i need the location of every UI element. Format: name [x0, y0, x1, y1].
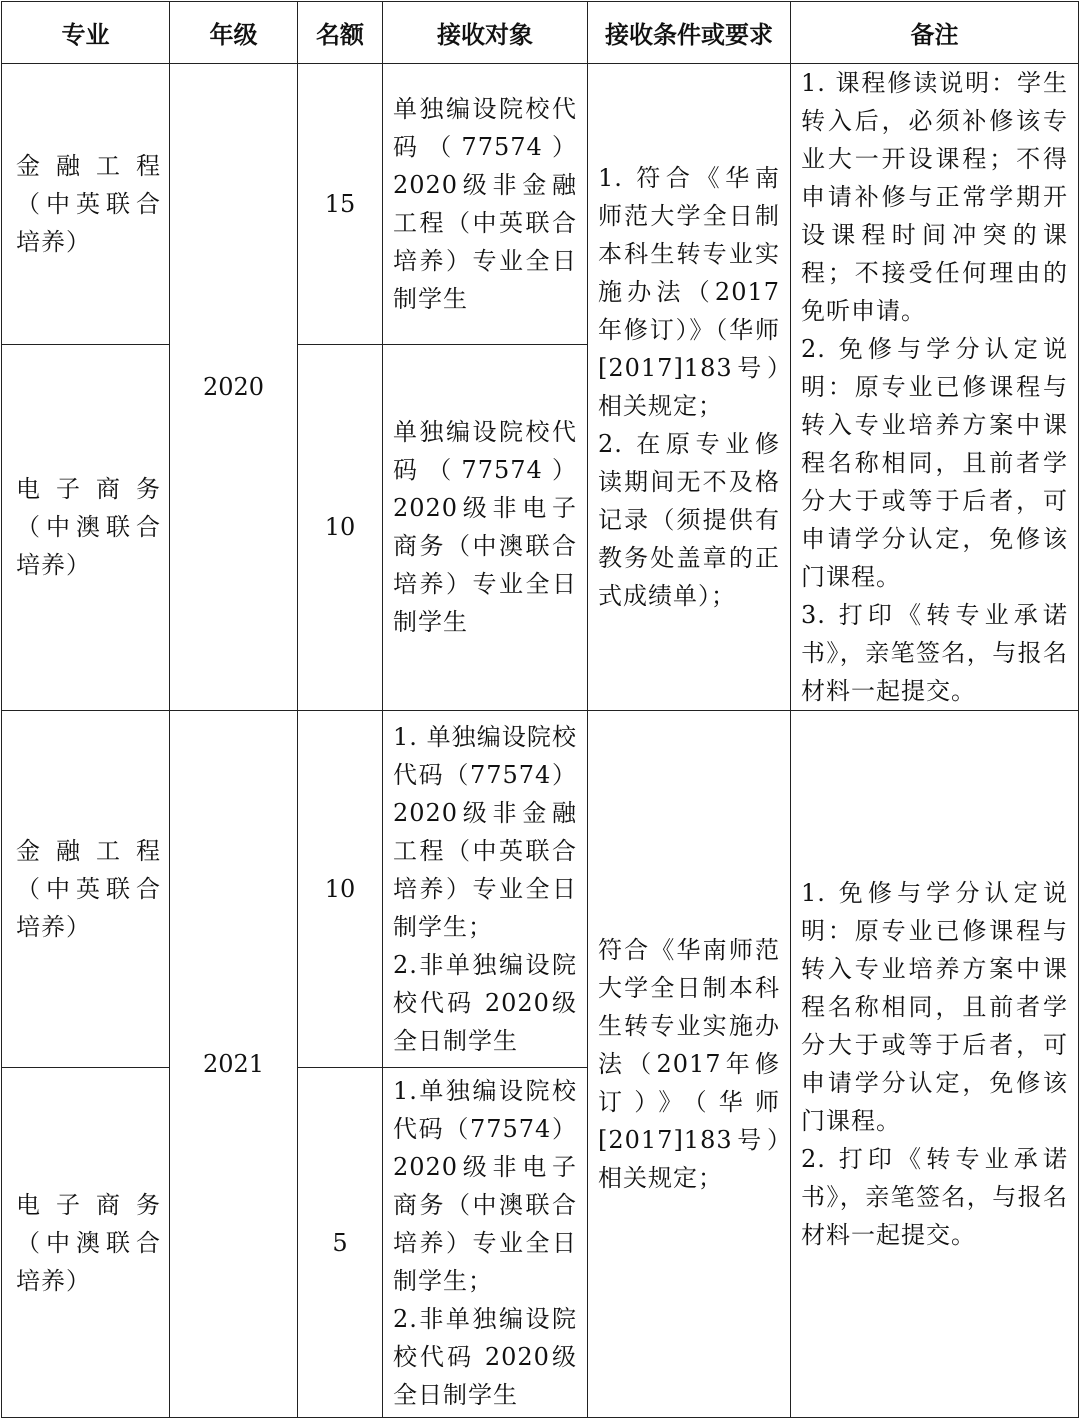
- quota-cell: 15: [298, 64, 383, 345]
- major-cell: 电子商务（中澳联合培养）: [2, 344, 170, 710]
- remark-item: 1. 课程修读说明：学生转入后，必须补修该专业大一开设课程；不得申请补修与正常学期开设课程时间冲突的课程；不接受任何理由的免听申请。: [801, 69, 1068, 325]
- condition-item: 符合《华南师范大学全日制本科生转专业实施办法（2017年修订）》（华师[2017]183号）相关规定；: [598, 936, 780, 1192]
- transfer-table: [1, 1, 1079, 1418]
- condition-item: 2. 在原专业修读期间无不及格记录（须提供有教务处盖章的正式成绩单）；: [598, 430, 780, 610]
- major-cell: 电子商务（中澳联合培养）: [2, 1068, 170, 1418]
- grade-cell: 2021: [170, 711, 298, 1418]
- header-remarks: 备注: [791, 2, 1079, 64]
- remarks-cell: [791, 711, 1079, 1418]
- grade-cell: 2020: [170, 64, 298, 711]
- target-cell: [383, 64, 588, 345]
- target-line: 单独编设院校代码（77574）2020级非金融工程（中英联合培养）专业全日制学生: [393, 94, 577, 313]
- header-conditions: 接收条件或要求: [588, 2, 791, 64]
- header-target: 接收对象: [383, 2, 588, 64]
- remark-item: 3. 打印《转专业承诺书》，亲笔签名，与报名材料一起提交。: [801, 601, 1068, 705]
- target-cell: [383, 344, 588, 710]
- conditions-cell: [588, 64, 791, 711]
- target-line: 1. 单独编设院校代码（77574）2020级非金融工程（中英联合培养）专业全日制学生；: [393, 723, 577, 941]
- remark-item: 2. 免修与学分认定说明：原专业已修课程与转入专业培养方案中课程名称相同，且前者学分大于或等于后者，可申请学分认定，免修该门课程。: [801, 335, 1068, 591]
- target-line: 单独编设院校代码（77574）2020级非电子商务（中澳联合培养）专业全日制学生: [393, 418, 577, 637]
- quota-cell: 10: [298, 711, 383, 1068]
- table-row: [2, 711, 1079, 1068]
- target-cell: [383, 711, 588, 1068]
- table-row: [2, 64, 1079, 345]
- target-line: 2.非单独编设院校代码 2020级全日制学生: [393, 951, 577, 1055]
- quota-cell: 5: [298, 1068, 383, 1418]
- remark-item: 2. 打印《转专业承诺书》，亲笔签名，与报名材料一起提交。: [801, 1145, 1068, 1249]
- remark-item: 1. 免修与学分认定说明：原专业已修课程与转入专业培养方案中课程名称相同，且前者学分大于或等于后者，可申请学分认定，免修该门课程。: [801, 879, 1068, 1135]
- conditions-cell: [588, 711, 791, 1418]
- remarks-cell: [791, 64, 1079, 711]
- quota-cell: 10: [298, 344, 383, 710]
- target-cell: [383, 1068, 588, 1418]
- major-cell: 金融工程（中英联合培养）: [2, 64, 170, 345]
- header-quota: 名额: [298, 2, 383, 64]
- condition-item: 1. 符合《华南师范大学全日制本科生转专业实施办法（2017年修订）》（华师[2017]183号）相关规定；: [598, 164, 780, 420]
- header-grade: 年级: [170, 2, 298, 64]
- header-major: 专业: [2, 2, 170, 64]
- target-line: 1.单独编设院校代码（77574）2020级非电子商务（中澳联合培养）专业全日制学生；: [393, 1076, 577, 1295]
- target-line: 2.非单独编设院校代码 2020级全日制学生: [393, 1304, 577, 1409]
- header-row: [2, 2, 1079, 64]
- major-cell: 金融工程（中英联合培养）: [2, 711, 170, 1068]
